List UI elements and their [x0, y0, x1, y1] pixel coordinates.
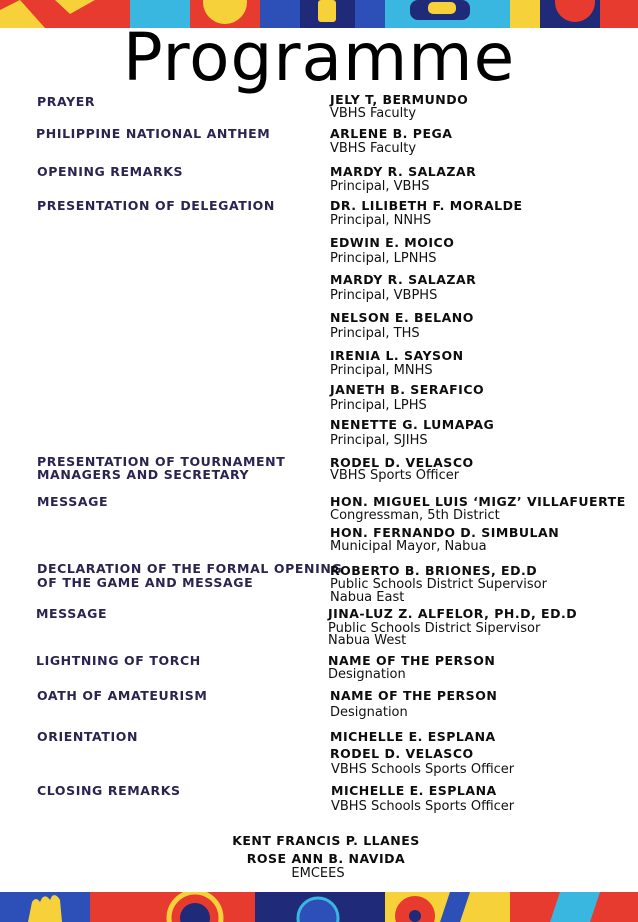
item-label: MESSAGE — [36, 606, 108, 621]
item-label: CLOSING REMARKS — [37, 783, 181, 798]
person-name: NAME OF THE PERSON — [330, 688, 498, 703]
person-role: Designation — [328, 667, 406, 682]
person-role: Principal, LPNHS — [330, 251, 437, 266]
person-role: Principal, MNHS — [330, 363, 433, 378]
person-role-location: Nabua West — [328, 633, 407, 648]
person-role-location: Nabua East — [330, 590, 405, 605]
person-name: NELSON E. BELANO — [330, 310, 474, 325]
person-name: RODEL D. VELASCO — [330, 746, 474, 761]
person-role: Designation — [330, 705, 408, 720]
person-name: NAME OF THE PERSON — [328, 653, 496, 668]
person-role: Principal, VBHS — [330, 179, 430, 194]
person-name: NENETTE G. LUMAPAG — [330, 417, 495, 432]
person-role: VBHS Sports Officer — [330, 468, 460, 483]
person-role: Congressman, 5th District — [330, 508, 500, 523]
item-label: OPENING REMARKS — [37, 164, 184, 179]
person-role: VBHS Faculty — [330, 141, 417, 156]
item-label: PRAYER — [37, 94, 96, 109]
person-name: JELY T, BERMUNDO — [330, 92, 469, 107]
person-name: ROBERTO B. BRIONES, ED.D — [330, 563, 538, 578]
item-label: OF THE GAME AND MESSAGE — [37, 575, 254, 590]
bottom-decorative-banner — [0, 892, 638, 922]
item-label: PRESENTATION OF TOURNAMENT — [37, 454, 286, 469]
person-role: Public Schools District Supervisor — [330, 577, 547, 592]
person-name: DR. LILIBETH F. MORALDE — [330, 198, 523, 213]
person-name: MARDY R. SALAZAR — [330, 164, 477, 179]
person-name: HON. FERNANDO D. SIMBULAN — [330, 525, 560, 540]
person-name: ARLENE B. PEGA — [330, 126, 453, 141]
person-role: Municipal Mayor, Nabua — [330, 539, 487, 554]
emcees-label: EMCEES — [291, 866, 345, 881]
person-name: RODEL D. VELASCO — [330, 455, 474, 470]
item-label: PRESENTATION OF DELEGATION — [37, 198, 275, 213]
emcee-name: ROSE ANN B. NAVIDA — [246, 851, 406, 866]
person-role: Principal, SJIHS — [330, 433, 428, 448]
person-role: VBHS Faculty — [330, 106, 417, 121]
person-name: HON. MIGUEL LUIS ‘MIGZ’ VILLAFUERTE — [330, 494, 626, 509]
person-name: MICHELLE E. ESPLANA — [331, 783, 497, 798]
item-label: OATH OF AMATEURISM — [37, 688, 208, 703]
item-label: ORIENTATION — [37, 729, 139, 744]
person-name: IRENIA L. SAYSON — [330, 348, 464, 363]
person-name: EDWIN E. MOICO — [330, 235, 455, 250]
emcee-name: KENT FRANCIS P. LLANES — [232, 833, 420, 848]
person-role: Public Schools District Sipervisor — [328, 621, 541, 636]
person-role: Principal, VBPHS — [330, 288, 438, 303]
page-title: Programme — [122, 19, 516, 96]
person-name: JANETH B. SERAFICO — [330, 382, 485, 397]
item-label: LIGHTNING OF TORCH — [36, 653, 201, 668]
person-role: Principal, NNHS — [330, 213, 432, 228]
person-role: VBHS Schools Sports Officer — [331, 799, 515, 814]
item-label: MESSAGE — [37, 494, 109, 509]
person-name: MARDY R. SALAZAR — [330, 272, 477, 287]
person-name: JINA-LUZ Z. ALFELOR, PH.D, ED.D — [328, 606, 578, 621]
item-label: MANAGERS AND SECRETARY — [37, 467, 250, 482]
person-name: MICHELLE E. ESPLANA — [330, 729, 496, 744]
item-label: PHILIPPINE NATIONAL ANTHEM — [36, 126, 271, 141]
person-role: VBHS Schools Sports Officer — [331, 762, 515, 777]
person-role: Principal, LPHS — [330, 398, 427, 413]
person-role: Principal, THS — [330, 326, 420, 341]
item-label: DECLARATION OF THE FORMAL OPENING — [37, 561, 343, 576]
